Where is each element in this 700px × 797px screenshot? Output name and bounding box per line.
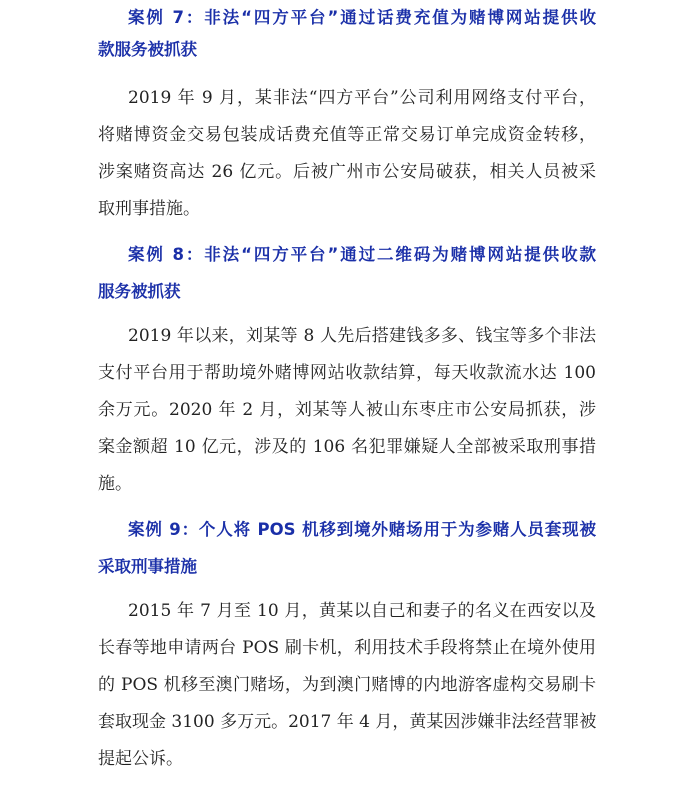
case-9-body-line-1: 2015 年 7 月至 10 月，黄某以自己和妻子的名义在西安以及 [128,601,596,621]
case-8-body-line-5: 施。 [98,474,132,494]
case-8-body-line-3: 余万元。2020 年 2 月，刘某等人被山东枣庄市公安局抓获，涉 [98,400,596,420]
case-7-body-line-1: 2019 年 9 月，某非法“四方平台”公司利用网络支付平台， [128,88,596,108]
case-9-body-line-2: 长春等地申请两台 POS 刷卡机，利用技术手段将禁止在境外使用 [98,638,596,658]
case-8-heading-line-1: 案例 8：非法“四方平台”通过二维码为赌博网站提供收款 [128,245,596,264]
case-8-heading-line-2: 服务被抓获 [98,282,181,301]
case-8-body-line-1: 2019 年以来，刘某等 8 人先后搭建钱多多、钱宝等多个非法 [128,326,596,346]
case-9-heading-line-2: 采取刑事措施 [98,557,197,576]
case-8-body-line-4: 案金额超 10 亿元，涉及的 106 名犯罪嫌疑人全部被采取刑事措 [98,437,596,457]
case-7-heading-line-2: 款服务被抓获 [98,40,197,59]
case-7-body-line-4: 取刑事措施。 [98,199,200,219]
case-9-heading-line-1: 案例 9：个人将 POS 机移到境外赌场用于为参赌人员套现被 [128,520,596,539]
case-9-body-line-5: 提起公诉。 [98,749,183,769]
case-9-body-line-3: 的 POS 机移至澳门赌场，为到澳门赌博的内地游客虚构交易刷卡 [98,675,596,695]
case-7-heading-line-1: 案例 7：非法“四方平台”通过话费充值为赌博网站提供收 [128,8,596,27]
case-7-body-line-3: 涉案赌资高达 26 亿元。后被广州市公安局破获，相关人员被采 [98,162,596,182]
case-8-body-line-2: 支付平台用于帮助境外赌博网站收款结算，每天收款流水达 100 [98,363,596,383]
case-9-body-line-4: 套取现金 3100 多万元。2017 年 4 月，黄某因涉嫌非法经营罪被 [98,712,597,732]
case-7-body-line-2: 将赌博资金交易包装成话费充值等正常交易订单完成资金转移， [98,125,596,145]
